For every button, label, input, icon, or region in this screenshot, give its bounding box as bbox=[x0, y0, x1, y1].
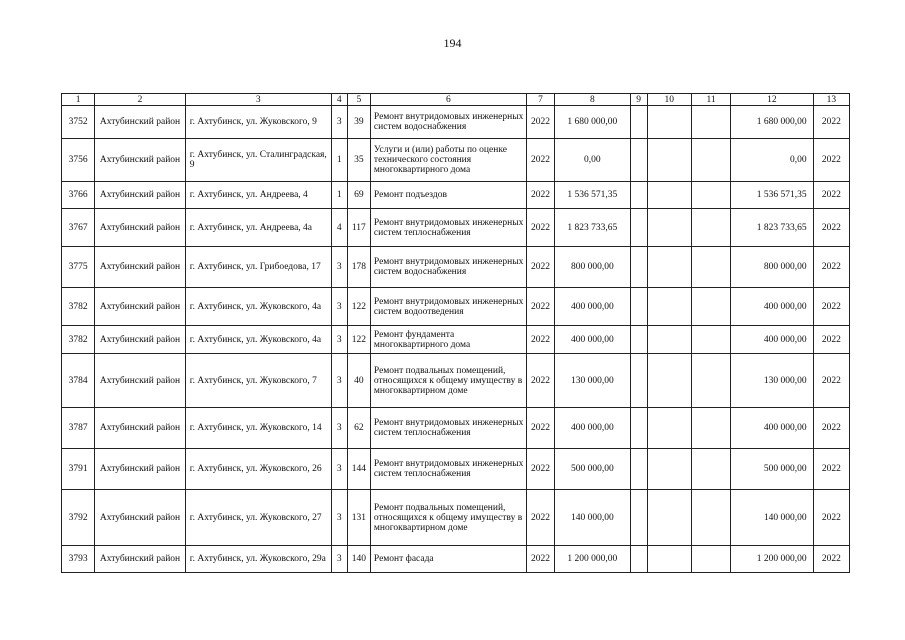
work-type-cell: Ремонт внутридомовых инженерных систем водоснабжения bbox=[370, 247, 526, 288]
address-cell: г. Ахтубинск, ул. Жуковского, 29а bbox=[185, 546, 331, 573]
column-5-cell: 144 bbox=[347, 449, 370, 490]
column-9-cell bbox=[630, 106, 647, 139]
column-number-header: 7 bbox=[526, 94, 554, 106]
column-9-cell bbox=[630, 209, 647, 247]
column-number-header: 1 bbox=[62, 94, 95, 106]
page-number: 194 bbox=[443, 36, 462, 50]
row-number-cell: 3791 bbox=[62, 449, 95, 490]
amount-total-cell: 800 000,00 bbox=[731, 247, 814, 288]
column-10-cell bbox=[647, 288, 691, 326]
row-number-cell: 3793 bbox=[62, 546, 95, 573]
column-4-cell: 1 bbox=[331, 139, 347, 182]
work-type-cell: Ремонт фасада bbox=[370, 546, 526, 573]
column-11-cell bbox=[691, 106, 730, 139]
column-5-cell: 131 bbox=[347, 490, 370, 546]
year-cell: 2022 bbox=[526, 490, 554, 546]
work-type-cell: Ремонт подвальных помещений, относящихся к общему имуществу в многоквартирном доме bbox=[370, 354, 526, 408]
column-10-cell bbox=[647, 490, 691, 546]
year-cell: 2022 bbox=[526, 139, 554, 182]
address-cell: г. Ахтубинск, ул. Жуковского, 26 bbox=[185, 449, 331, 490]
row-number-cell: 3782 bbox=[62, 288, 95, 326]
year-cell: 2022 bbox=[526, 546, 554, 573]
table-row bbox=[62, 182, 850, 209]
year-end-cell: 2022 bbox=[813, 408, 849, 449]
amount-total-cell: 500 000,00 bbox=[731, 449, 814, 490]
amount-cell: 1 680 000,00 bbox=[555, 106, 630, 139]
row-number-cell: 3767 bbox=[62, 209, 95, 247]
column-4-cell: 3 bbox=[331, 247, 347, 288]
year-cell: 2022 bbox=[526, 209, 554, 247]
column-4-cell: 3 bbox=[331, 546, 347, 573]
year-end-cell: 2022 bbox=[813, 182, 849, 209]
column-11-cell bbox=[691, 139, 730, 182]
column-5-cell: 39 bbox=[347, 106, 370, 139]
amount-cell: 1 536 571,35 bbox=[555, 182, 630, 209]
column-9-cell bbox=[630, 449, 647, 490]
table-row bbox=[62, 247, 850, 288]
column-10-cell bbox=[647, 449, 691, 490]
column-9-cell bbox=[630, 182, 647, 209]
work-type-cell: Ремонт подъездов bbox=[370, 182, 526, 209]
amount-cell: 0,00 bbox=[555, 139, 630, 182]
table-row bbox=[62, 106, 850, 139]
column-11-cell bbox=[691, 449, 730, 490]
amount-total-cell: 1 536 571,35 bbox=[731, 182, 814, 209]
district-cell: Ахтубинский район bbox=[95, 209, 186, 247]
column-10-cell bbox=[647, 106, 691, 139]
column-11-cell bbox=[691, 288, 730, 326]
column-11-cell bbox=[691, 247, 730, 288]
column-5-cell: 140 bbox=[347, 546, 370, 573]
column-number-header: 12 bbox=[731, 94, 814, 106]
column-5-cell: 69 bbox=[347, 182, 370, 209]
amount-total-cell: 400 000,00 bbox=[731, 288, 814, 326]
column-number-header: 13 bbox=[813, 94, 849, 106]
year-end-cell: 2022 bbox=[813, 247, 849, 288]
year-cell: 2022 bbox=[526, 326, 554, 354]
year-cell: 2022 bbox=[526, 247, 554, 288]
amount-total-cell: 0,00 bbox=[731, 139, 814, 182]
amount-cell: 400 000,00 bbox=[555, 326, 630, 354]
address-cell: г. Ахтубинск, ул. Грибоедова, 17 bbox=[185, 247, 331, 288]
column-10-cell bbox=[647, 139, 691, 182]
column-9-cell bbox=[630, 490, 647, 546]
year-cell: 2022 bbox=[526, 408, 554, 449]
amount-cell: 140 000,00 bbox=[555, 490, 630, 546]
year-end-cell: 2022 bbox=[813, 288, 849, 326]
column-number-header-row bbox=[62, 94, 850, 106]
table-row bbox=[62, 326, 850, 354]
column-10-cell bbox=[647, 546, 691, 573]
column-5-cell: 35 bbox=[347, 139, 370, 182]
column-number-header: 10 bbox=[647, 94, 691, 106]
column-10-cell bbox=[647, 247, 691, 288]
column-4-cell: 1 bbox=[331, 182, 347, 209]
address-cell: г. Ахтубинск, ул. Жуковского, 4а bbox=[185, 288, 331, 326]
column-4-cell: 3 bbox=[331, 449, 347, 490]
column-number-header: 8 bbox=[555, 94, 630, 106]
year-cell: 2022 bbox=[526, 449, 554, 490]
work-type-cell: Услуги и (или) работы по оценке технического состояния многоквартирного дома bbox=[370, 139, 526, 182]
year-end-cell: 2022 bbox=[813, 106, 849, 139]
district-cell: Ахтубинский район bbox=[95, 408, 186, 449]
table-row bbox=[62, 139, 850, 182]
table-row bbox=[62, 288, 850, 326]
year-end-cell: 2022 bbox=[813, 326, 849, 354]
column-10-cell bbox=[647, 182, 691, 209]
column-11-cell bbox=[691, 209, 730, 247]
table-row bbox=[62, 449, 850, 490]
amount-cell: 400 000,00 bbox=[555, 288, 630, 326]
column-4-cell: 3 bbox=[331, 288, 347, 326]
amount-cell: 800 000,00 bbox=[555, 247, 630, 288]
column-number-header: 9 bbox=[630, 94, 647, 106]
address-cell: г. Ахтубинск, ул. Жуковского, 4а bbox=[185, 326, 331, 354]
column-number-header: 4 bbox=[331, 94, 347, 106]
table-row bbox=[62, 209, 850, 247]
column-4-cell: 3 bbox=[331, 490, 347, 546]
column-number-header: 6 bbox=[370, 94, 526, 106]
column-number-header: 5 bbox=[347, 94, 370, 106]
column-4-cell: 3 bbox=[331, 326, 347, 354]
column-9-cell bbox=[630, 247, 647, 288]
column-4-cell: 4 bbox=[331, 209, 347, 247]
year-cell: 2022 bbox=[526, 106, 554, 139]
column-5-cell: 178 bbox=[347, 247, 370, 288]
amount-cell: 1 823 733,65 bbox=[555, 209, 630, 247]
row-number-cell: 3775 bbox=[62, 247, 95, 288]
address-cell: г. Ахтубинск, ул. Жуковского, 14 bbox=[185, 408, 331, 449]
capital-repair-table bbox=[61, 93, 850, 573]
amount-total-cell: 400 000,00 bbox=[731, 326, 814, 354]
amount-total-cell: 1 680 000,00 bbox=[731, 106, 814, 139]
work-type-cell: Ремонт внутридомовых инженерных систем теплоснабжения bbox=[370, 449, 526, 490]
work-type-cell: Ремонт внутридомовых инженерных систем теплоснабжения bbox=[370, 209, 526, 247]
column-9-cell bbox=[630, 326, 647, 354]
row-number-cell: 3787 bbox=[62, 408, 95, 449]
work-type-cell: Ремонт внутридомовых инженерных систем теплоснабжения bbox=[370, 408, 526, 449]
work-type-cell: Ремонт подвальных помещений, относящихся к общему имуществу в многоквартирном доме bbox=[370, 490, 526, 546]
column-5-cell: 117 bbox=[347, 209, 370, 247]
amount-cell: 400 000,00 bbox=[555, 408, 630, 449]
address-cell: г. Ахтубинск, ул. Жуковского, 9 bbox=[185, 106, 331, 139]
column-5-cell: 122 bbox=[347, 326, 370, 354]
column-9-cell bbox=[630, 546, 647, 573]
address-cell: г. Ахтубинск, ул. Жуковского, 7 bbox=[185, 354, 331, 408]
table-row bbox=[62, 490, 850, 546]
column-4-cell: 3 bbox=[331, 408, 347, 449]
amount-cell: 1 200 000,00 bbox=[555, 546, 630, 573]
column-11-cell bbox=[691, 354, 730, 408]
column-10-cell bbox=[647, 354, 691, 408]
column-5-cell: 122 bbox=[347, 288, 370, 326]
column-5-cell: 40 bbox=[347, 354, 370, 408]
row-number-cell: 3766 bbox=[62, 182, 95, 209]
amount-total-cell: 140 000,00 bbox=[731, 490, 814, 546]
year-cell: 2022 bbox=[526, 288, 554, 326]
address-cell: г. Ахтубинск, ул. Жуковского, 27 bbox=[185, 490, 331, 546]
column-number-header: 2 bbox=[95, 94, 186, 106]
work-type-cell: Ремонт внутридомовых инженерных систем водоотведения bbox=[370, 288, 526, 326]
column-9-cell bbox=[630, 408, 647, 449]
address-cell: г. Ахтубинск, ул. Сталинградская, 9 bbox=[185, 139, 331, 182]
district-cell: Ахтубинский район bbox=[95, 449, 186, 490]
row-number-cell: 3752 bbox=[62, 106, 95, 139]
column-10-cell bbox=[647, 326, 691, 354]
column-11-cell bbox=[691, 546, 730, 573]
column-4-cell: 3 bbox=[331, 106, 347, 139]
row-number-cell: 3756 bbox=[62, 139, 95, 182]
amount-total-cell: 400 000,00 bbox=[731, 408, 814, 449]
row-number-cell: 3782 bbox=[62, 326, 95, 354]
year-end-cell: 2022 bbox=[813, 139, 849, 182]
district-cell: Ахтубинский район bbox=[95, 326, 186, 354]
column-10-cell bbox=[647, 408, 691, 449]
district-cell: Ахтубинский район bbox=[95, 546, 186, 573]
work-type-cell: Ремонт фундамента многоквартирного дома bbox=[370, 326, 526, 354]
amount-cell: 130 000,00 bbox=[555, 354, 630, 408]
column-number-header: 11 bbox=[691, 94, 730, 106]
column-5-cell: 62 bbox=[347, 408, 370, 449]
year-cell: 2022 bbox=[526, 354, 554, 408]
year-end-cell: 2022 bbox=[813, 209, 849, 247]
table-row bbox=[62, 546, 850, 573]
column-9-cell bbox=[630, 139, 647, 182]
row-number-cell: 3792 bbox=[62, 490, 95, 546]
column-11-cell bbox=[691, 326, 730, 354]
column-number-header: 3 bbox=[185, 94, 331, 106]
amount-cell: 500 000,00 bbox=[555, 449, 630, 490]
column-4-cell: 3 bbox=[331, 354, 347, 408]
district-cell: Ахтубинский район bbox=[95, 182, 186, 209]
year-end-cell: 2022 bbox=[813, 449, 849, 490]
year-end-cell: 2022 bbox=[813, 546, 849, 573]
district-cell: Ахтубинский район bbox=[95, 106, 186, 139]
column-11-cell bbox=[691, 408, 730, 449]
column-11-cell bbox=[691, 490, 730, 546]
year-cell: 2022 bbox=[526, 182, 554, 209]
amount-total-cell: 130 000,00 bbox=[731, 354, 814, 408]
column-9-cell bbox=[630, 354, 647, 408]
table-row bbox=[62, 354, 850, 408]
amount-total-cell: 1 823 733,65 bbox=[731, 209, 814, 247]
table-row bbox=[62, 408, 850, 449]
column-10-cell bbox=[647, 209, 691, 247]
column-9-cell bbox=[630, 288, 647, 326]
address-cell: г. Ахтубинск, ул. Андреева, 4а bbox=[185, 209, 331, 247]
district-cell: Ахтубинский район bbox=[95, 288, 186, 326]
amount-total-cell: 1 200 000,00 bbox=[731, 546, 814, 573]
row-number-cell: 3784 bbox=[62, 354, 95, 408]
year-end-cell: 2022 bbox=[813, 490, 849, 546]
year-end-cell: 2022 bbox=[813, 354, 849, 408]
work-type-cell: Ремонт внутридомовых инженерных систем водоснабжения bbox=[370, 106, 526, 139]
column-11-cell bbox=[691, 182, 730, 209]
district-cell: Ахтубинский район bbox=[95, 247, 186, 288]
address-cell: г. Ахтубинск, ул. Андреева, 4 bbox=[185, 182, 331, 209]
district-cell: Ахтубинский район bbox=[95, 139, 186, 182]
district-cell: Ахтубинский район bbox=[95, 490, 186, 546]
district-cell: Ахтубинский район bbox=[95, 354, 186, 408]
